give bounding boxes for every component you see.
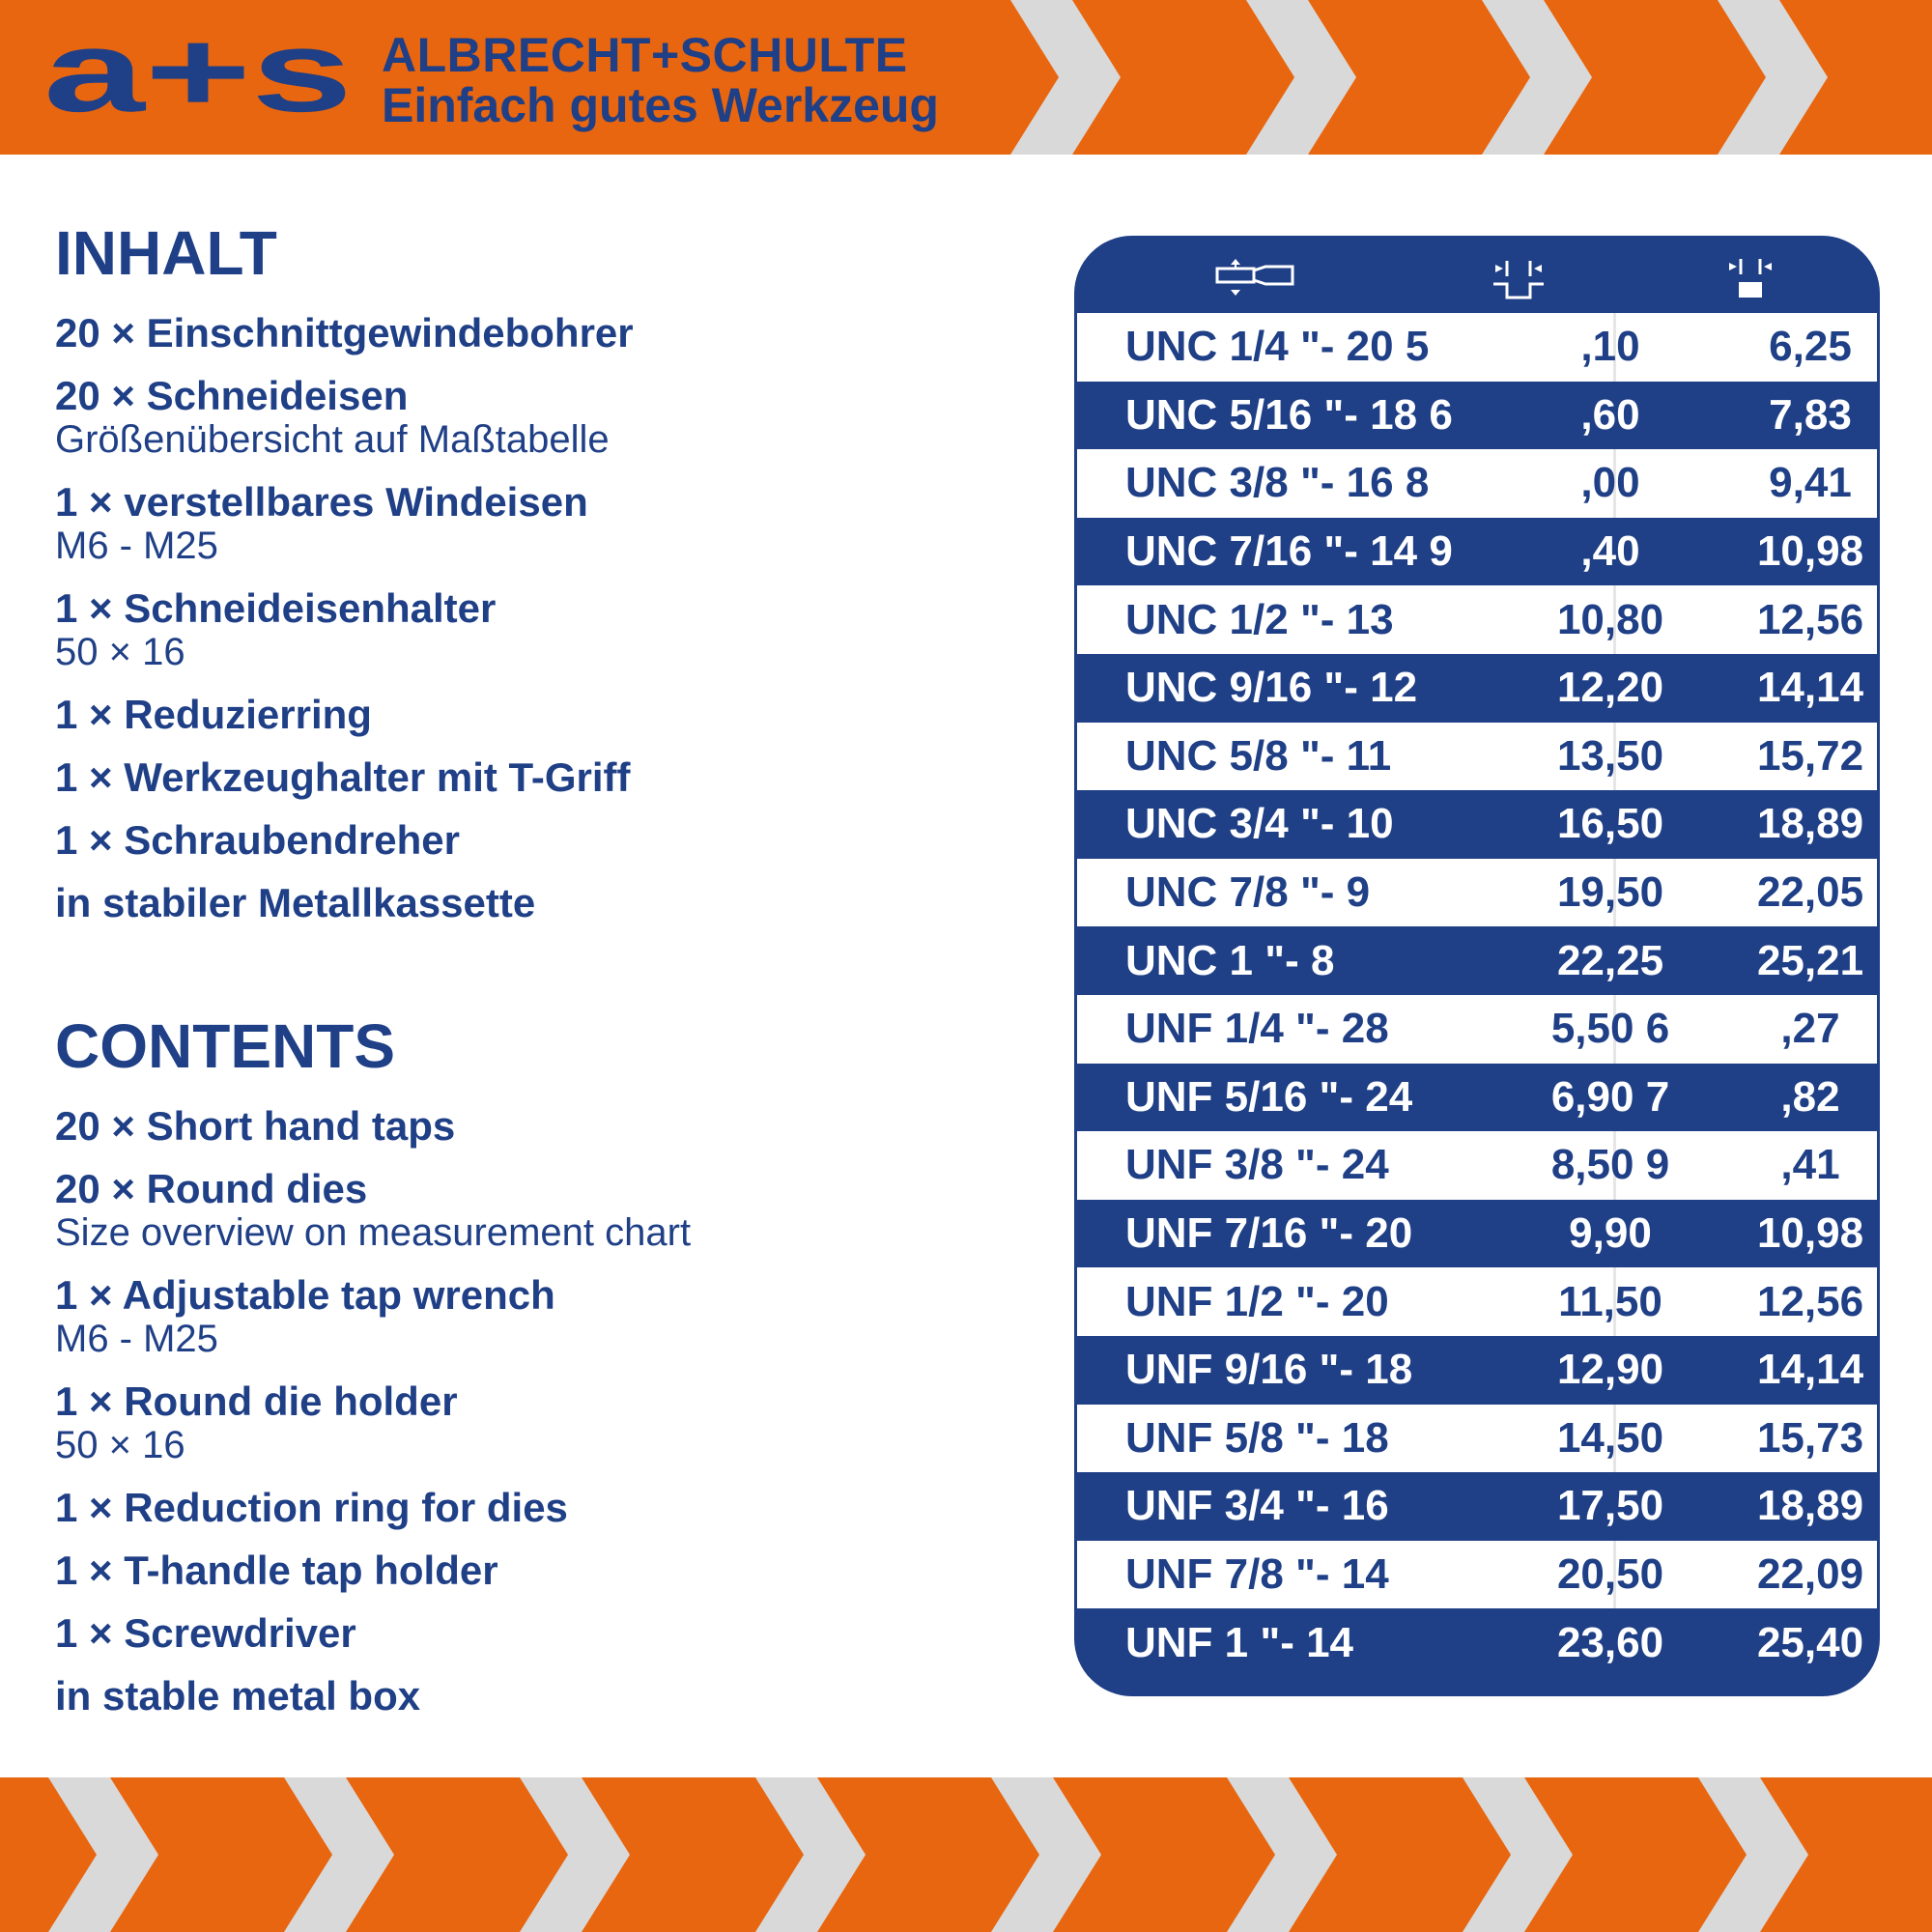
table-row xyxy=(1077,995,1877,1064)
item-sub: 50 × 16 xyxy=(55,1423,185,1466)
table-cell-v1: 16,50 xyxy=(1556,800,1664,848)
list-item xyxy=(55,754,1021,800)
thread-diameter-icon xyxy=(1490,253,1548,301)
contents-de xyxy=(55,217,1021,925)
table-header xyxy=(1074,236,1880,313)
contents-list-de xyxy=(55,310,1021,925)
item-main: 1 × Round die holder xyxy=(55,1378,458,1424)
table-cell-size: UNC 7/16 "- 14 9 xyxy=(1125,527,1453,576)
table-row xyxy=(1077,449,1877,518)
table-row xyxy=(1077,654,1877,723)
section-title-de: INHALT xyxy=(55,218,277,288)
list-item xyxy=(55,479,1021,568)
item-main: 1 × verstellbares Windeisen xyxy=(55,478,588,525)
table-cell-v1: 9,90 xyxy=(1569,1209,1652,1258)
table-row xyxy=(1077,1200,1877,1268)
table-cell-v2: 6,25 xyxy=(1769,323,1852,371)
list-item xyxy=(55,817,1021,863)
list-item xyxy=(55,585,1021,674)
item-sub: 50 × 16 xyxy=(55,630,185,673)
table-cell-size: UNF 5/8 "- 18 xyxy=(1125,1413,1389,1462)
table-cell-size: UNC 3/4 "- 10 xyxy=(1125,800,1394,848)
item-main: in stable metal box xyxy=(55,1672,421,1719)
list-item xyxy=(55,373,1021,462)
table-cell-v2: 10,98 xyxy=(1756,527,1864,576)
measurement-table xyxy=(1074,236,1880,1696)
table-cell-size: UNF 1/2 "- 20 xyxy=(1125,1277,1389,1325)
section-title-en: CONTENTS xyxy=(55,1011,395,1081)
table-cell-v2: 25,21 xyxy=(1756,936,1864,984)
item-sub: M6 - M25 xyxy=(55,524,218,567)
table-cell-size: UNF 9/16 "- 18 xyxy=(1125,1346,1413,1394)
table-cell-v2: 14,14 xyxy=(1756,1346,1864,1394)
footer-band xyxy=(0,1777,1932,1932)
table-row xyxy=(1077,859,1877,927)
list-item xyxy=(55,1485,1021,1530)
table-cell-v2: 7,83 xyxy=(1769,390,1852,439)
table-cell-v2: 22,09 xyxy=(1756,1549,1864,1598)
item-main: 20 × Round dies xyxy=(55,1166,368,1212)
table-row xyxy=(1077,926,1877,995)
table-row xyxy=(1077,585,1877,654)
table-cell-size: UNF 1/4 "- 28 xyxy=(1125,1005,1389,1053)
table-cell-v2: 12,56 xyxy=(1756,595,1864,643)
item-main: in stabiler Metallkassette xyxy=(55,879,536,925)
table-cell-v2: 22,05 xyxy=(1756,868,1864,917)
list-item xyxy=(55,1610,1021,1656)
table-cell-size: UNC 1/2 "- 13 xyxy=(1125,595,1394,643)
item-main: 1 × Adjustable tap wrench xyxy=(55,1271,555,1318)
table-body xyxy=(1074,313,1880,1677)
table-row xyxy=(1077,790,1877,859)
table-row xyxy=(1077,1336,1877,1405)
list-item xyxy=(55,880,1021,925)
table-cell-v1: 22,25 xyxy=(1556,936,1664,984)
hole-diameter-icon xyxy=(1721,253,1779,301)
table-cell-v1: 13,50 xyxy=(1556,731,1664,780)
brand-logo-text: a+s xyxy=(43,32,353,128)
item-main: 1 × Werkzeughalter mit T-Griff xyxy=(55,753,631,800)
table-row xyxy=(1077,382,1877,450)
table-cell-v1: 6,90 7 xyxy=(1550,1072,1670,1121)
item-main: 1 × T-handle tap holder xyxy=(55,1547,498,1593)
table-cell-size: UNF 7/16 "- 20 xyxy=(1125,1209,1413,1258)
table-cell-size: UNC 3/8 "- 16 8 xyxy=(1125,459,1430,507)
footer-chevron-stripes xyxy=(0,1777,1932,1932)
table-cell-v1: 12,90 xyxy=(1556,1346,1664,1394)
table-cell-v1: 19,50 xyxy=(1556,868,1664,917)
table-cell-v1: 11,50 xyxy=(1558,1277,1662,1325)
table-cell-size: UNF 5/16 "- 24 xyxy=(1125,1072,1413,1121)
list-item xyxy=(55,310,1021,355)
table-row xyxy=(1077,1064,1877,1132)
table-cell-v1: 17,50 xyxy=(1556,1482,1664,1530)
table-row xyxy=(1077,1405,1877,1473)
list-item xyxy=(55,1272,1021,1361)
item-main: 20 × Einschnittgewindebohrer xyxy=(55,310,634,355)
brand-name: ALBRECHT+SCHULTE xyxy=(382,28,908,82)
table-cell-v1: 23,60 xyxy=(1556,1618,1664,1666)
brand xyxy=(43,27,939,133)
item-sub: Größenübersicht auf Maßtabelle xyxy=(55,418,610,462)
brand-tagline: Einfach gutes Werkzeug xyxy=(382,78,939,132)
item-main: 1 × Reduzierring xyxy=(55,691,372,737)
table-cell-size: UNC 9/16 "- 12 xyxy=(1125,664,1418,712)
item-sub: M6 - M25 xyxy=(55,1317,218,1360)
table-cell-v2: 15,72 xyxy=(1756,731,1864,780)
table-cell-size: UNF 1 "- 14 xyxy=(1125,1618,1354,1666)
table-cell-v2: 15,73 xyxy=(1756,1413,1864,1462)
table-cell-v2: ,82 xyxy=(1780,1072,1840,1121)
list-item xyxy=(55,1673,1021,1719)
table-cell-v2: 18,89 xyxy=(1756,800,1864,848)
table-cell-v2: 10,98 xyxy=(1756,1209,1864,1258)
table-cell-v2: 14,14 xyxy=(1756,664,1864,712)
table-cell-size: UNF 7/8 "- 14 xyxy=(1125,1549,1389,1598)
table-row xyxy=(1077,313,1877,382)
list-item xyxy=(55,1378,1021,1467)
list-item xyxy=(55,1548,1021,1593)
list-item xyxy=(55,1166,1021,1255)
table-cell-size: UNF 3/8 "- 24 xyxy=(1125,1141,1389,1189)
table-cell-size: UNC 5/16 "- 18 6 xyxy=(1125,390,1453,439)
table-cell-v2: 25,40 xyxy=(1756,1618,1864,1666)
table-cell-v2: 18,89 xyxy=(1756,1482,1864,1530)
table-row xyxy=(1077,518,1877,586)
table-row xyxy=(1077,1131,1877,1200)
table-cell-v1: 12,20 xyxy=(1556,664,1664,712)
brand-logo xyxy=(43,32,353,128)
table-cell-v1: ,40 xyxy=(1580,527,1640,576)
table-cell-v1: 20,50 xyxy=(1556,1549,1664,1598)
table-cell-size: UNF 3/4 "- 16 xyxy=(1125,1482,1389,1530)
table-cell-v2: 9,41 xyxy=(1769,459,1852,507)
item-sub: Size overview on measurement chart xyxy=(55,1211,692,1255)
table-cell-v1: 10,80 xyxy=(1556,595,1664,643)
table-cell-v2: 12,56 xyxy=(1756,1277,1864,1325)
table-cell-v1: ,60 xyxy=(1580,390,1640,439)
item-main: 1 × Schneideisenhalter xyxy=(55,584,497,631)
table-cell-v1: 8,50 9 xyxy=(1550,1141,1670,1189)
contents-list-en xyxy=(55,1103,1021,1719)
item-main: 20 × Schneideisen xyxy=(55,373,409,419)
table-cell-v2: ,27 xyxy=(1780,1005,1840,1053)
table-cell-size: UNC 1 "- 8 xyxy=(1125,936,1335,984)
table-cell-v1: 14,50 xyxy=(1556,1413,1664,1462)
table-cell-size: UNC 5/8 "- 11 xyxy=(1125,731,1392,780)
contents-en xyxy=(55,1010,1021,1719)
item-main: 1 × Schraubendreher xyxy=(55,816,460,863)
table-cell-size: UNC 1/4 "- 20 5 xyxy=(1125,323,1430,371)
list-item xyxy=(55,1103,1021,1149)
table-cell-size: UNC 7/8 "- 9 xyxy=(1125,868,1371,917)
table-row xyxy=(1077,1267,1877,1336)
table-row xyxy=(1077,1608,1877,1677)
table-cell-v1: ,00 xyxy=(1580,459,1640,507)
list-item xyxy=(55,692,1021,737)
item-main: 1 × Reduction ring for dies xyxy=(55,1484,568,1530)
table-cell-v2: ,41 xyxy=(1780,1141,1840,1189)
table-cell-v1: ,10 xyxy=(1580,323,1640,371)
item-main: 20 × Short hand taps xyxy=(55,1103,456,1149)
table-row xyxy=(1077,723,1877,791)
table-row xyxy=(1077,1472,1877,1541)
table-row xyxy=(1077,1541,1877,1609)
tap-dimension-icon xyxy=(1209,253,1296,301)
table-cell-v1: 5,50 6 xyxy=(1550,1005,1670,1053)
item-main: 1 × Screwdriver xyxy=(55,1609,356,1656)
